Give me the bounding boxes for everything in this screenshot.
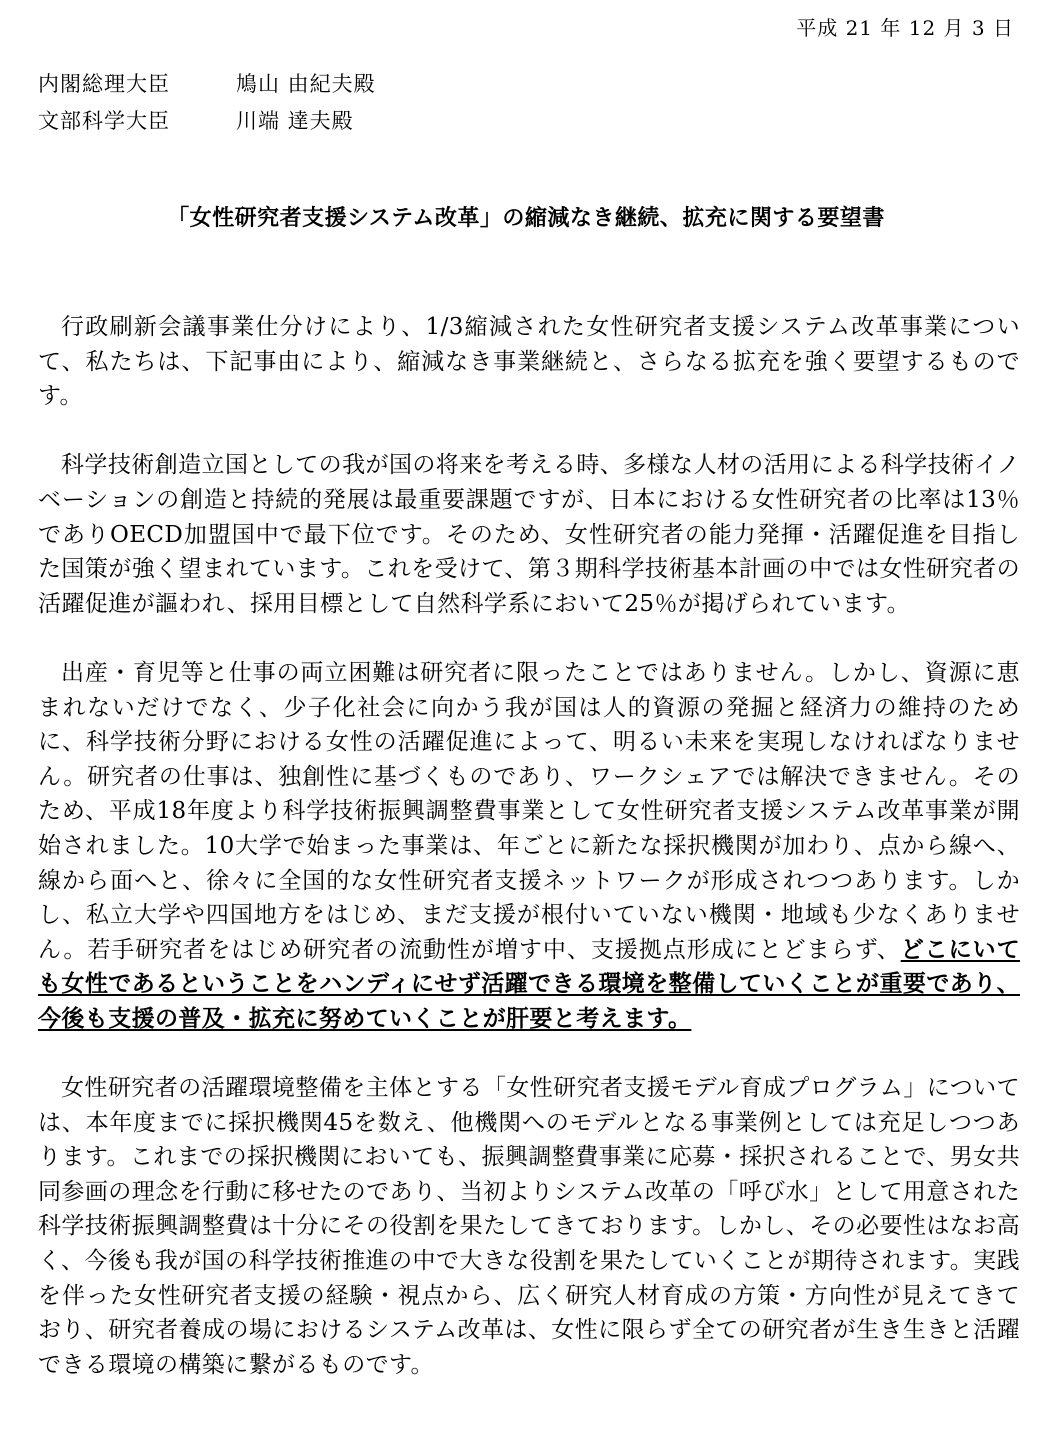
recipient-name: 鳩山 由紀夫殿 [236,72,376,96]
paragraph-text: 女性研究者の活躍環境整備を主体とする「女性研究者支援モデル育成プログラム」については、本年度までに採択機関45を数え、他機関へのモデルとなる事業例としては充足しつつあります。これまでの採択機関においても、振興調整費事業に応募・採択されることで、男女共同参画の理念を行動に移せたのであり、当初よりシステム改革の「呼び水」として用意された科学技術振興調整費は十分にその役割を果たしてきております。しかし、その必要性はなお高く、今後も我が国の科学技術推進の中で大きな役割を果たしていくことが期待されます。実践を伴った女性研究者支援の経験・視点から、広く研究人材育成の方策・方向性が見えてきており、研究者養成の場におけるシステム改革は、女性に限らず全ての研究者が生き生きと活躍できる環境の構築に繋がるものです。 [38,1075,1020,1378]
paragraph-text: 科学技術創造立国としての我が国の将来を考える時、多様な人材の活用による科学技術イノベーションの創造と持続的発展は最重要課題ですが、日本における女性研究者の比率は13％でありOECD加盟国中で最下位です。そのため、女性研究者の能力発揮・活躍促進を目指した国策が強く望まれています。これを受けて、第３期科学技術基本計画の中では女性研究者の活躍促進が謳われ、採用目標として自然科学系において25％が掲げられています。 [38,452,1020,617]
document-title: 「女性研究者支援システム改革」の縮減なき継続、拡充に関する要望書 [167,206,885,231]
recipient-list [38,66,376,140]
paragraph-system-reform [38,656,1020,1037]
recipient-name: 川端 達夫殿 [236,109,354,133]
paragraph-text: 行政刷新会議事業仕分けにより、1/3縮減された女性研究者支援システム改革事業について、私たちは、下記事由により、縮減なき事業継続と、さらなる拡充を強く要望するものです。 [38,314,1020,410]
paragraph-request [38,310,1020,414]
paragraph-background [38,448,1020,621]
recipient-education-minister [38,103,376,140]
recipient-prime-minister [38,66,376,103]
paragraph-text: 出産・育児等と仕事の両立困難は研究者に限ったことではありません。しかし、資源に恵まれないだけでなく、少子化社会に向かう我が国は人的資源の発掘と経済力の維持のために、科学技術分野における女性の活躍促進によって、明るい未来を実現しなければなりません。研究者の仕事は、独創性に基づくものであり、ワークシェアでは解決できません。そのため、平成18年度より科学技術振興調整費事業として女性研究者支援システム改革事業が開始されました。10大学で始まった事業は、年ごとに新たな採択機関が加わり、点から線へ、線から面へと、徐々に全国的な女性研究者支援ネットワークが形成されつつあります。しかし、私立大学や四国地方をはじめ、まだ支援が根付いていない機関・地域も少なくありません。若手研究者をはじめ研究者の流動性が増す中、支援拠点形成にとどまらず、 [38,659,1020,963]
recipient-office: 内閣総理大臣 [38,72,170,96]
emphasized-statement: どこにいても女性であるということをハンディにせず活躍できる環境を整備していくことが重要であり、今後も支援の普及・拡充に努めていくことが肝要と考えます。 [38,936,1020,1032]
document-body [38,310,1020,1382]
paragraph-model-program [38,1071,1020,1382]
document-date: 平成 21 年 12 月 3 日 [796,16,1014,40]
recipient-office: 文部科学大臣 [38,109,170,133]
